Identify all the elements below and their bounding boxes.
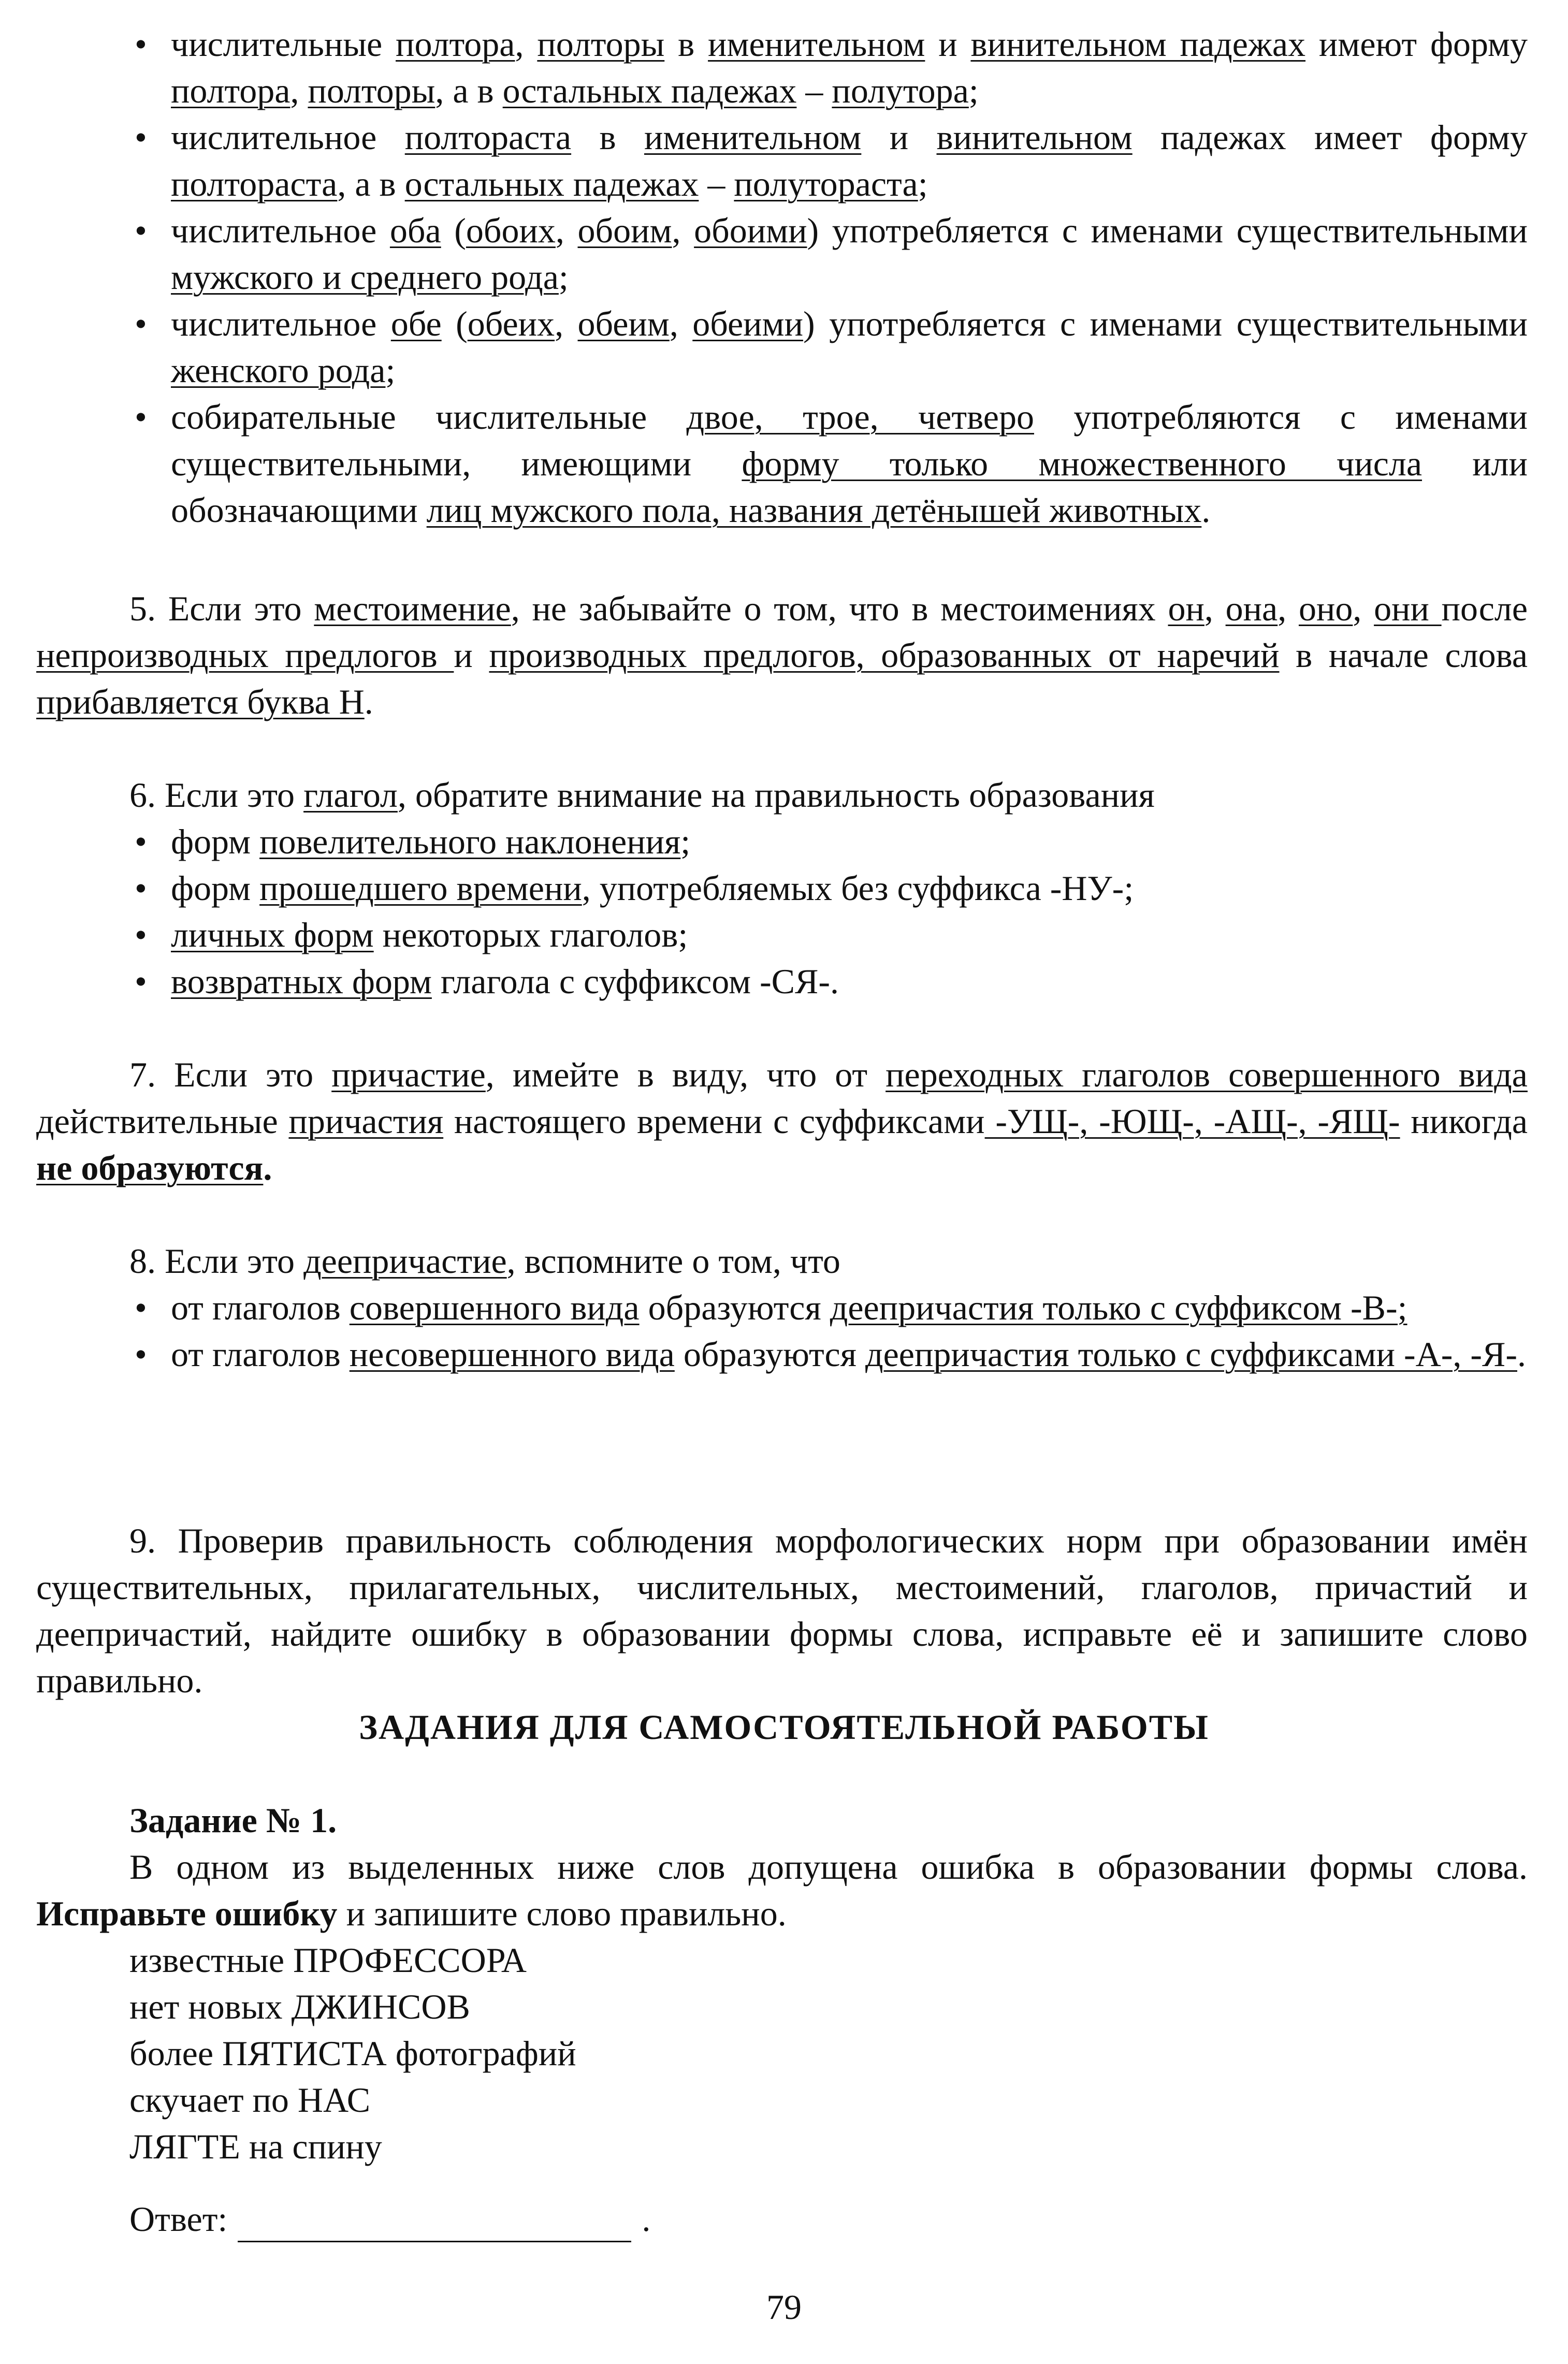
underlined-term: местоимение <box>314 589 511 628</box>
paragraph-8-list <box>171 1284 1528 1377</box>
text-run: числительное <box>171 211 390 250</box>
text-run: и запишите слово правильно. <box>337 1894 787 1933</box>
text-run: ( <box>441 211 466 250</box>
underlined-term: винительном падежах <box>970 24 1306 64</box>
underlined-term: прошедшего времени <box>259 868 582 908</box>
underlined-term: мужского и среднего рода <box>171 257 559 297</box>
underlined-term: полторы <box>537 24 665 64</box>
underlined-term: обеим <box>577 304 670 343</box>
text-run: , не забывайте о том, что в местоимениях <box>511 589 1168 628</box>
underlined-term: оно <box>1298 589 1353 628</box>
text-run: от глаголов <box>171 1335 350 1374</box>
underlined-term: женского рода <box>171 351 386 390</box>
underlined-term: полтора <box>171 71 291 110</box>
option-item: известные ПРОФЕССОРА <box>129 1940 527 1980</box>
underlined-term: остальных падежах <box>404 164 699 204</box>
text-run: употребляются с именами существительными, имеющими <box>171 397 1528 483</box>
list-item <box>171 1284 1528 1331</box>
text-run: и <box>925 24 971 64</box>
text-run: или обозначающими <box>171 444 1528 530</box>
underlined-term: полторы <box>308 71 435 110</box>
underlined-term: полтораста <box>171 164 338 204</box>
underlined-term: полутора <box>832 71 969 110</box>
underlined-term: полтора <box>396 24 515 64</box>
paragraph-9: 9. Проверив правильность соблюдения морфологических норм при образовании имён существительных, прилагательных, числительных, местоимений, глаголов, причастий и деепричастий, найдите ошибку в образовании формы слова, исправьте её и запишите слово правильно. <box>36 1521 1528 1700</box>
underlined-term: он <box>1168 589 1204 628</box>
text-run: образуются <box>639 1288 830 1327</box>
underlined-term: глагол <box>303 775 398 815</box>
underlined-term: производных предлогов, образованных от наречий <box>489 635 1280 675</box>
text-run: 7. Если это <box>129 1055 332 1094</box>
underlined-term: деепричастия только с суффиксами -А-, -Я- <box>865 1335 1518 1374</box>
underlined-term: полтораста <box>404 118 572 157</box>
text-run: , употребляемых без суффикса -НУ-; <box>582 868 1134 908</box>
text-run: в <box>664 24 708 64</box>
text-run: ; <box>558 257 569 297</box>
text-run: некоторых глаголов; <box>373 915 688 954</box>
text-run: ) употребляется с именами существительными <box>803 304 1528 343</box>
text-run: действительные <box>36 1101 289 1141</box>
text-run: – <box>699 164 734 204</box>
list-item <box>171 958 1528 1005</box>
text-run: ( <box>441 304 468 343</box>
underlined-term: двое, трое, четверо <box>686 397 1034 437</box>
underlined-term: причастия <box>288 1101 444 1141</box>
underlined-term: обоим <box>577 211 672 250</box>
underlined-term: личных форм <box>171 915 374 954</box>
underlined-term: прибавляется буква Н <box>36 682 365 721</box>
list-item <box>171 1331 1528 1377</box>
bullet-item <box>171 114 1528 207</box>
text-run: ; <box>385 351 396 390</box>
answer-row <box>129 2196 650 2242</box>
underlined-term: совершенного вида <box>349 1288 640 1327</box>
paragraph-6-list <box>171 818 1528 1005</box>
text-run: глагола с суффиксом -СЯ-. <box>431 962 839 1001</box>
paragraph-7 <box>36 1051 1528 1191</box>
text-run: . <box>1517 1335 1527 1374</box>
text-run: падежах имеет форму <box>1132 118 1528 157</box>
text-run: 8. Если это <box>129 1241 304 1281</box>
underlined-term: они <box>1374 589 1442 628</box>
bullet-item <box>171 21 1528 114</box>
underlined-term: повелительного наклонения <box>259 822 681 861</box>
text-run: , <box>672 211 694 250</box>
underlined-term: непроизводных предлогов <box>36 635 454 675</box>
text-run: и <box>454 635 489 675</box>
text-run: В одном из выделенных ниже слов допущена ошибка в образовании формы слова. <box>129 1847 1528 1887</box>
page-number: 79 <box>766 2287 802 2327</box>
text-run: в начале слова <box>1279 635 1528 675</box>
text-run: , вспомните о том, что <box>506 1241 840 1281</box>
underlined-term: лиц мужского пола, названия детёнышей животных <box>426 490 1202 530</box>
text-run: 6. Если это <box>129 775 304 815</box>
underlined-term: винительном <box>936 118 1133 157</box>
text-run: – <box>796 71 832 110</box>
option-item: ЛЯГТЕ на спину <box>129 2127 382 2166</box>
text-run: Исправьте ошибку <box>36 1894 338 1933</box>
answer-label: Ответ: <box>129 2199 228 2239</box>
answer-blank[interactable] <box>238 2205 631 2242</box>
option-item: скучает по НАС <box>129 2080 371 2120</box>
text-run: . <box>364 682 373 721</box>
text-run: в <box>571 118 644 157</box>
underlined-term: несовершенного вида <box>349 1335 675 1374</box>
text-run: , а в <box>435 71 503 110</box>
text-run: от глаголов <box>171 1288 350 1327</box>
text-run: после <box>1441 589 1528 628</box>
underlined-term: -УЩ-, -ЮЩ-, -АЩ-, -ЯЩ- <box>984 1101 1400 1141</box>
text-run: , <box>555 211 578 250</box>
underlined-term: переходных глаголов совершенного вида <box>885 1055 1528 1094</box>
text-run: , <box>1277 589 1299 628</box>
underlined-term: деепричастие <box>303 1241 507 1281</box>
paragraph-8-intro <box>36 1238 1528 1284</box>
text-run: настоящего времени с суффиксами <box>443 1101 985 1141</box>
paragraph-5 <box>36 585 1528 725</box>
text-run: ) употребляется с именами существительными <box>807 211 1528 250</box>
underlined-term: обоих <box>466 211 556 250</box>
text-run: ; <box>968 71 979 110</box>
text-run: образуются <box>674 1335 865 1374</box>
text-run: собирательные числительные <box>171 397 687 437</box>
text-run: , <box>669 304 693 343</box>
underlined-term: форму только множественного числа <box>742 444 1422 483</box>
text-run: числительное <box>171 118 405 157</box>
list-item <box>171 911 1528 958</box>
text-run: . <box>1201 490 1211 530</box>
task-options <box>129 1937 1476 2170</box>
bullet-item <box>171 300 1528 394</box>
task-title: Задание № 1. <box>129 1801 337 1840</box>
section-heading: ЗАДАНИЯ ДЛЯ САМОСТОЯТЕЛЬНОЙ РАБОТЫ <box>359 1707 1209 1747</box>
text-run: числительные <box>171 24 396 64</box>
list-item <box>171 865 1528 911</box>
text-run: , имейте в виду, что от <box>485 1055 886 1094</box>
underlined-term: обеих <box>467 304 555 343</box>
underlined-term: обе <box>390 304 442 343</box>
underlined-term: оба <box>389 211 441 250</box>
underlined-term: причастие <box>331 1055 486 1094</box>
underlined-term: именительном <box>644 118 862 157</box>
bullet-item <box>171 394 1528 533</box>
text-run: форм <box>171 868 260 908</box>
text-run: никогда <box>1400 1101 1528 1141</box>
task-instruction <box>36 1844 1528 1937</box>
text-run: и <box>861 118 937 157</box>
underlined-term: она <box>1225 589 1278 628</box>
text-run: , <box>1204 589 1226 628</box>
underlined-term: возвратных форм <box>171 962 432 1001</box>
numerals-bullets <box>171 21 1528 533</box>
text-run: , <box>555 304 578 343</box>
text-run: , <box>290 71 308 110</box>
text-run: форм <box>171 822 260 861</box>
list-item <box>171 818 1528 865</box>
underlined-term: остальных падежах <box>502 71 797 110</box>
underlined-term: обоими <box>694 211 807 250</box>
text-run: имеют форму <box>1305 24 1528 64</box>
underlined-term: не образуются <box>36 1148 264 1187</box>
text-run: . <box>263 1148 272 1187</box>
option-item: более ПЯТИСТА фотографий <box>129 2034 576 2073</box>
text-run: 5. Если это <box>129 589 314 628</box>
text-run: , а в <box>337 164 405 204</box>
underlined-term: обеими <box>692 304 803 343</box>
option-item: нет новых ДЖИНСОВ <box>129 1987 470 2026</box>
text-run: , обратите внимание на правильность образования <box>397 775 1155 815</box>
underlined-term: полутораста <box>734 164 918 204</box>
bullet-item <box>171 207 1528 300</box>
text-run: , <box>1353 589 1374 628</box>
paragraph-6-intro <box>36 772 1528 818</box>
underlined-term: деепричастия только с суффиксом -В-; <box>830 1288 1407 1327</box>
answer-end: . <box>642 2199 651 2239</box>
text-run: ; <box>680 822 691 861</box>
text-run: ; <box>918 164 928 204</box>
text-run: , <box>515 24 538 64</box>
underlined-term: именительном <box>708 24 925 64</box>
text-run: числительное <box>171 304 391 343</box>
